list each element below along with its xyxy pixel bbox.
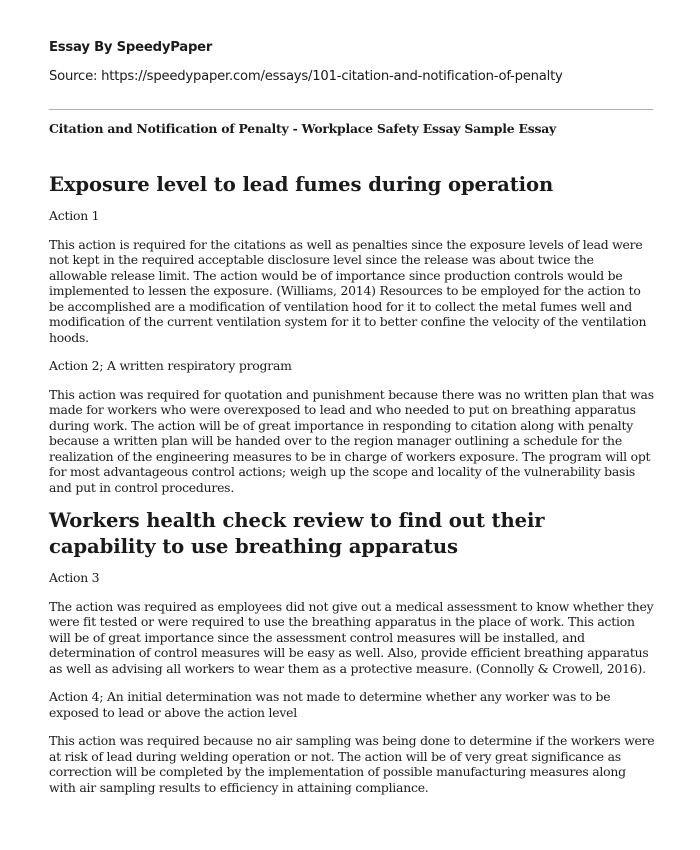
action-label: Action 1 [49, 208, 100, 223]
body-paragraph: This action was required for quotation and punishment because there was no written plan that was made for workers who were overexposed to lead and who needed to put on breathing apparatus during work. The action will be of great importance in responding to citation along with penalty because a written plan will be handed over to the region manager outlining a schedule for the realization of the engineering measures to be in charge of workers exposure. The program will opt for most advantageous control actions; weigh up the scope and locality of the vulnerability basis and put in control procedures. [49, 386, 654, 495]
source-line: Source: https://speedypaper.com/essays/101-citation-and-notification-of-penalty [49, 69, 563, 84]
body-paragraph: This action was required because no air sampling was being done to determine if the workers were at risk of lead during welding operation or not. The action will be of very great significance as correction will be completed by the implementation of possible manufacturing measures along with air sampling results to efficiency in attaining compliance. [49, 733, 655, 795]
body-paragraph: The action was required as employees did not give out a medical assessment to know whether they were fit tested or were required to use the breathing apparatus in the place of work. This action will be of great importance since the assessment control measures will be installed, and determination of control measures will be easy as well. Also, provide efficient breathing apparatus as well as advising all workers to wear them as a protective measure. (Connolly & Crowell, 2016). [49, 598, 654, 676]
header-divider [49, 109, 653, 110]
essay-body [49, 172, 655, 808]
body-paragraph: This action is required for the citations as well as penalties since the exposure levels of lead were not kept in the required acceptable disclosure level since the release was about twice the allowable release limit. The action would be of importance since production controls would be implemented to lessen the exposure. (Williams, 2014) Resources to be employed for the action to be accomplished are a modification of ventilation hood for it to collect the metal fumes well and modification of the current ventilation system for it to better confine the velocity of the ventilation hoods. [49, 236, 647, 345]
action-label: Action 3 [49, 570, 100, 585]
action-label: Action 4; An initial determination was not made to determine whether any worker was to be exposed to lead or above the action level [49, 689, 611, 720]
page-header [49, 40, 653, 85]
section-heading-health-check: Workers health check review to find out their capability to use breathing apparatus [49, 509, 545, 558]
brand-title: Essay By SpeedyPaper [49, 40, 213, 55]
section-heading-exposure: Exposure level to lead fumes during operation [49, 173, 554, 196]
document-title: Citation and Notification of Penalty - Workplace Safety Essay Sample Essay [49, 121, 557, 136]
action-label: Action 2; A written respiratory program [49, 358, 292, 373]
